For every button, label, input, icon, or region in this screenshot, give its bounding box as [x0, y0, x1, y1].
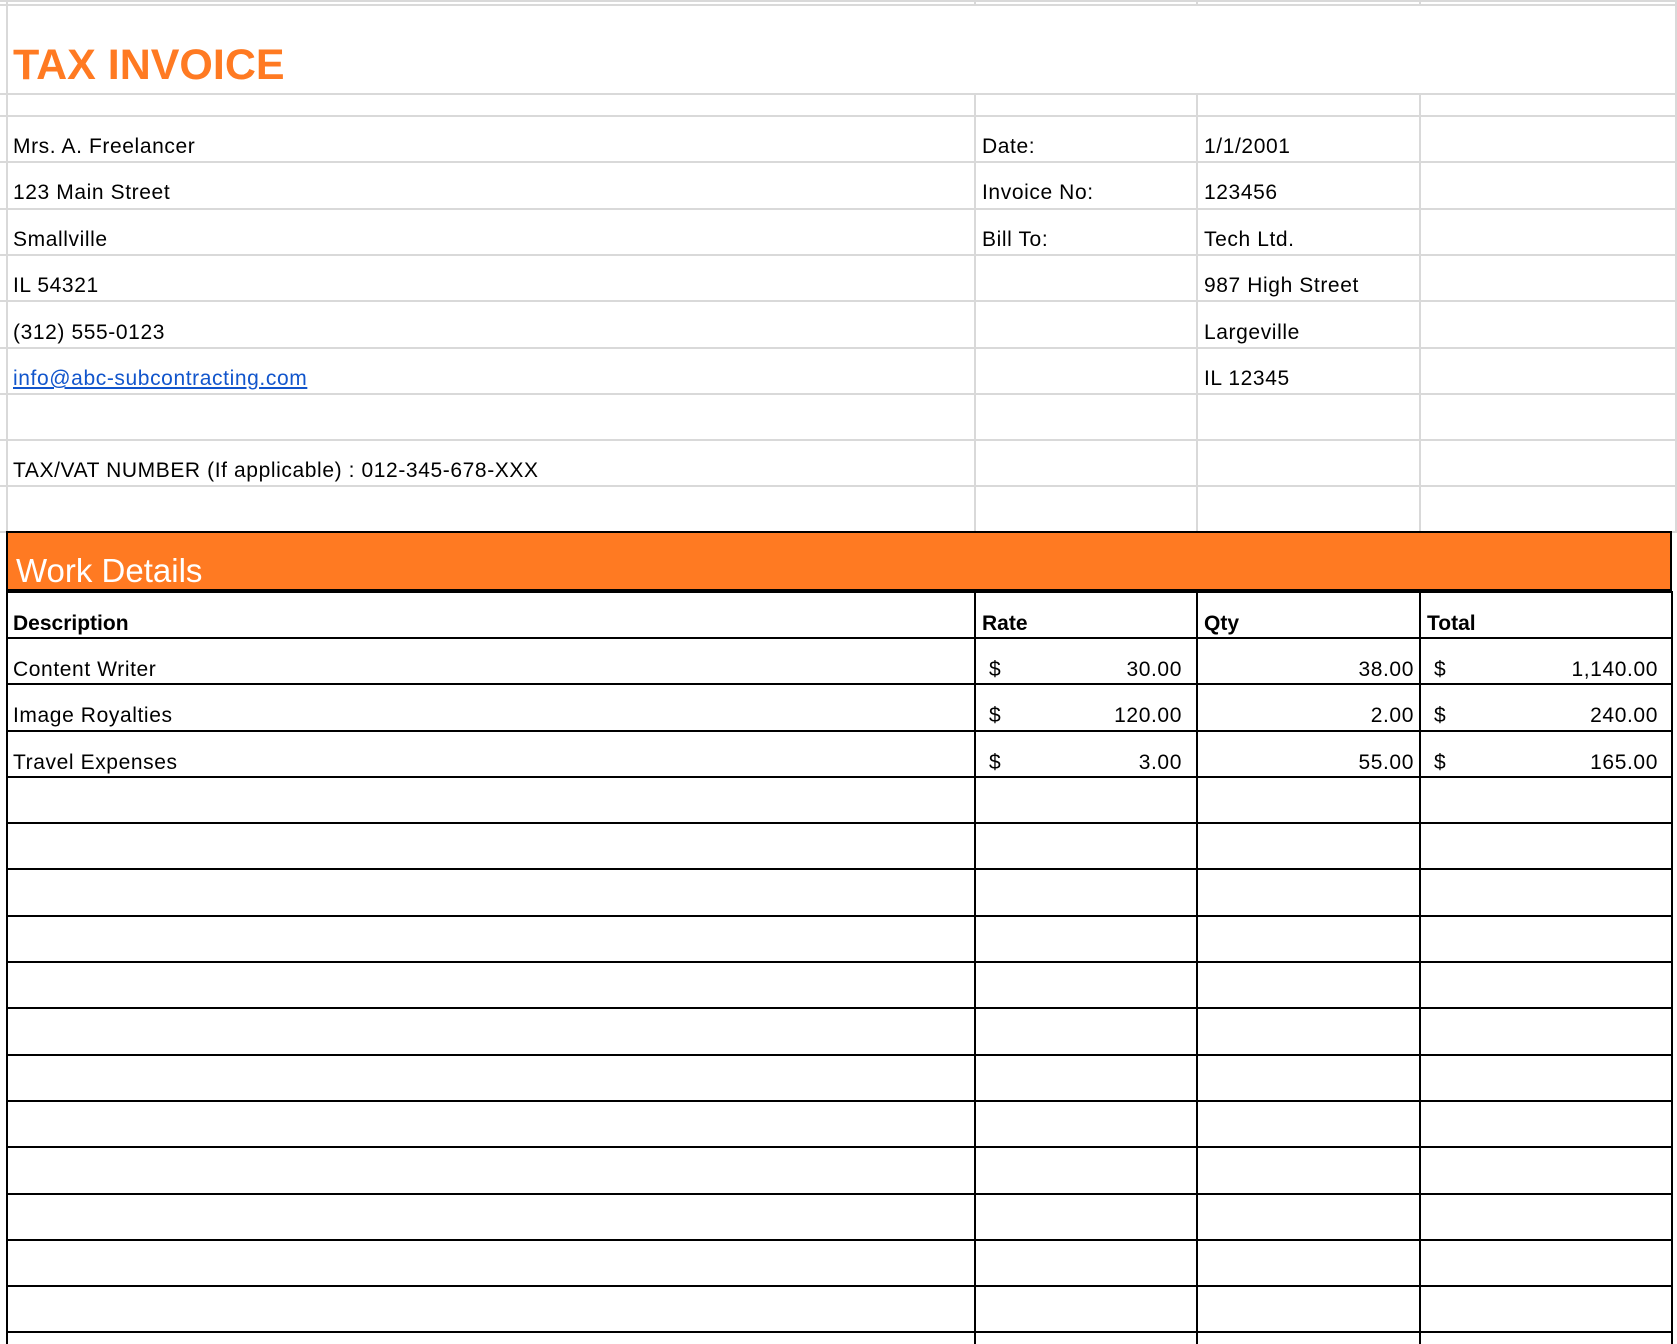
row-gridline — [0, 208, 1677, 210]
empty-table-cell[interactable] — [8, 824, 974, 868]
empty-table-cell[interactable] — [1421, 778, 1671, 822]
bill-to-state-zip[interactable]: IL 12345 — [1204, 367, 1290, 390]
empty-table-cell[interactable] — [1421, 917, 1671, 961]
work-details-heading: Work Details — [16, 552, 203, 589]
empty-table-cell[interactable] — [8, 1148, 974, 1193]
empty-table-cell[interactable] — [976, 917, 1196, 961]
row-gridline — [0, 485, 1677, 487]
empty-table-cell[interactable] — [976, 824, 1196, 868]
empty-table-cell[interactable] — [1198, 870, 1419, 915]
empty-table-cell[interactable] — [976, 1287, 1196, 1331]
empty-table-cell[interactable] — [8, 1241, 974, 1285]
bill-to-company[interactable]: Tech Ltd. — [1204, 228, 1295, 251]
item-total[interactable]: 240.00 — [1590, 704, 1658, 727]
invoice-no-label[interactable]: Invoice No: — [982, 181, 1094, 204]
column-gridline — [974, 93, 976, 531]
row-gridline — [0, 393, 1677, 395]
work-details-header[interactable] — [6, 531, 1672, 591]
empty-table-cell[interactable] — [8, 1287, 974, 1331]
rate-currency-symbol: $ — [989, 658, 1002, 681]
empty-table-cell[interactable] — [1421, 1009, 1671, 1054]
invoice-no-value[interactable]: 123456 — [1204, 181, 1278, 204]
empty-table-cell[interactable] — [1421, 1148, 1671, 1193]
empty-table-cell[interactable] — [976, 1333, 1196, 1344]
empty-table-cell[interactable] — [976, 1056, 1196, 1100]
sender-name[interactable]: Mrs. A. Freelancer — [13, 135, 196, 158]
invoice-title: TAX INVOICE — [13, 41, 285, 89]
table-row-border — [6, 730, 1673, 732]
bill-to-street[interactable]: 987 High Street — [1204, 274, 1359, 297]
item-rate[interactable]: 120.00 — [1114, 704, 1182, 727]
table-column-border — [1671, 591, 1673, 1344]
empty-table-cell[interactable] — [1421, 824, 1671, 868]
empty-table-cell[interactable] — [1198, 1333, 1419, 1344]
total-currency-symbol: $ — [1434, 751, 1447, 774]
item-description[interactable]: Content Writer — [13, 658, 157, 681]
empty-table-cell[interactable] — [1198, 917, 1419, 961]
empty-table-cell[interactable] — [976, 1102, 1196, 1146]
empty-table-cell[interactable] — [8, 917, 974, 961]
sender-street[interactable]: 123 Main Street — [13, 181, 171, 204]
item-qty[interactable]: 55.00 — [1358, 751, 1414, 774]
column-gridline — [1419, 93, 1421, 531]
row-gridline — [0, 347, 1677, 349]
column-gridline — [1196, 0, 1198, 4]
empty-table-cell[interactable] — [1198, 1195, 1419, 1239]
sender-city[interactable]: Smallville — [13, 228, 108, 251]
total-currency-symbol: $ — [1434, 658, 1447, 681]
empty-table-cell[interactable] — [976, 1195, 1196, 1239]
empty-table-cell[interactable] — [1198, 1056, 1419, 1100]
empty-table-cell[interactable] — [1421, 1102, 1671, 1146]
empty-table-cell[interactable] — [8, 1102, 974, 1146]
sender-phone[interactable]: (312) 555-0123 — [13, 321, 166, 344]
empty-table-cell[interactable] — [1421, 1195, 1671, 1239]
column-header-rate[interactable]: Rate — [982, 612, 1028, 635]
item-qty[interactable]: 38.00 — [1358, 658, 1414, 681]
tax-vat-number[interactable]: TAX/VAT NUMBER (If applicable) : 012-345-678-XXX — [13, 459, 539, 482]
row-gridline — [0, 300, 1677, 302]
empty-table-cell[interactable] — [8, 870, 974, 915]
empty-table-cell[interactable] — [1421, 1333, 1671, 1344]
column-gridline — [1419, 0, 1421, 4]
empty-table-cell[interactable] — [1198, 1241, 1419, 1285]
table-row-border — [6, 637, 1673, 639]
empty-table-cell[interactable] — [1198, 1102, 1419, 1146]
empty-table-cell[interactable] — [1198, 963, 1419, 1007]
empty-table-cell[interactable] — [1198, 1009, 1419, 1054]
empty-table-cell[interactable] — [8, 963, 974, 1007]
item-description[interactable]: Travel Expenses — [13, 751, 178, 774]
empty-table-cell[interactable] — [1421, 1056, 1671, 1100]
table-row-border — [6, 591, 1673, 593]
empty-table-cell[interactable] — [976, 870, 1196, 915]
empty-table-cell[interactable] — [1198, 1148, 1419, 1193]
empty-table-cell[interactable] — [1198, 778, 1419, 822]
empty-table-cell[interactable] — [1421, 870, 1671, 915]
rate-currency-symbol: $ — [989, 751, 1002, 774]
sender-state-zip[interactable]: IL 54321 — [13, 274, 99, 297]
date-value[interactable]: 1/1/2001 — [1204, 135, 1291, 158]
item-description[interactable]: Image Royalties — [13, 704, 173, 727]
empty-table-cell[interactable] — [1421, 1287, 1671, 1331]
rate-currency-symbol: $ — [989, 704, 1002, 727]
empty-table-cell[interactable] — [8, 778, 974, 822]
column-gridline — [974, 0, 976, 4]
row-gridline — [0, 0, 1677, 2]
column-gridline — [1196, 93, 1198, 531]
item-rate[interactable]: 3.00 — [1138, 751, 1182, 774]
empty-table-cell[interactable] — [8, 1333, 974, 1344]
column-header-description[interactable]: Description — [13, 612, 129, 635]
column-header-total[interactable]: Total — [1427, 612, 1476, 635]
row-gridline — [0, 439, 1677, 441]
item-total[interactable]: 165.00 — [1590, 751, 1658, 774]
row-gridline — [0, 4, 1677, 6]
row-gridline — [0, 93, 1677, 95]
column-header-qty[interactable]: Qty — [1204, 612, 1240, 635]
empty-table-cell[interactable] — [976, 1241, 1196, 1285]
empty-table-cell[interactable] — [976, 963, 1196, 1007]
empty-table-cell[interactable] — [976, 1009, 1196, 1054]
empty-table-cell[interactable] — [976, 778, 1196, 822]
empty-table-cell[interactable] — [1421, 963, 1671, 1007]
empty-table-cell[interactable] — [1198, 824, 1419, 868]
row-gridline — [0, 115, 1677, 117]
bill-to-label[interactable]: Bill To: — [982, 228, 1049, 251]
row-gridline — [0, 254, 1677, 256]
total-currency-symbol: $ — [1434, 704, 1447, 727]
empty-table-cell[interactable] — [1198, 1287, 1419, 1331]
item-total[interactable]: 1,140.00 — [1571, 658, 1658, 681]
column-gridline — [6, 0, 8, 531]
empty-table-cell[interactable] — [8, 1056, 974, 1100]
row-gridline — [0, 161, 1677, 163]
empty-table-cell[interactable] — [1421, 1241, 1671, 1285]
item-qty[interactable]: 2.00 — [1370, 704, 1414, 727]
item-rate[interactable]: 30.00 — [1126, 658, 1182, 681]
bill-to-city[interactable]: Largeville — [1204, 321, 1300, 344]
date-label[interactable]: Date: — [982, 135, 1036, 158]
empty-table-cell[interactable] — [8, 1195, 974, 1239]
empty-table-cell[interactable] — [8, 1009, 974, 1054]
table-row-border — [6, 683, 1673, 685]
empty-table-cell[interactable] — [976, 1148, 1196, 1193]
sender-email-link[interactable]: info@abc-subcontracting.com — [13, 367, 308, 390]
